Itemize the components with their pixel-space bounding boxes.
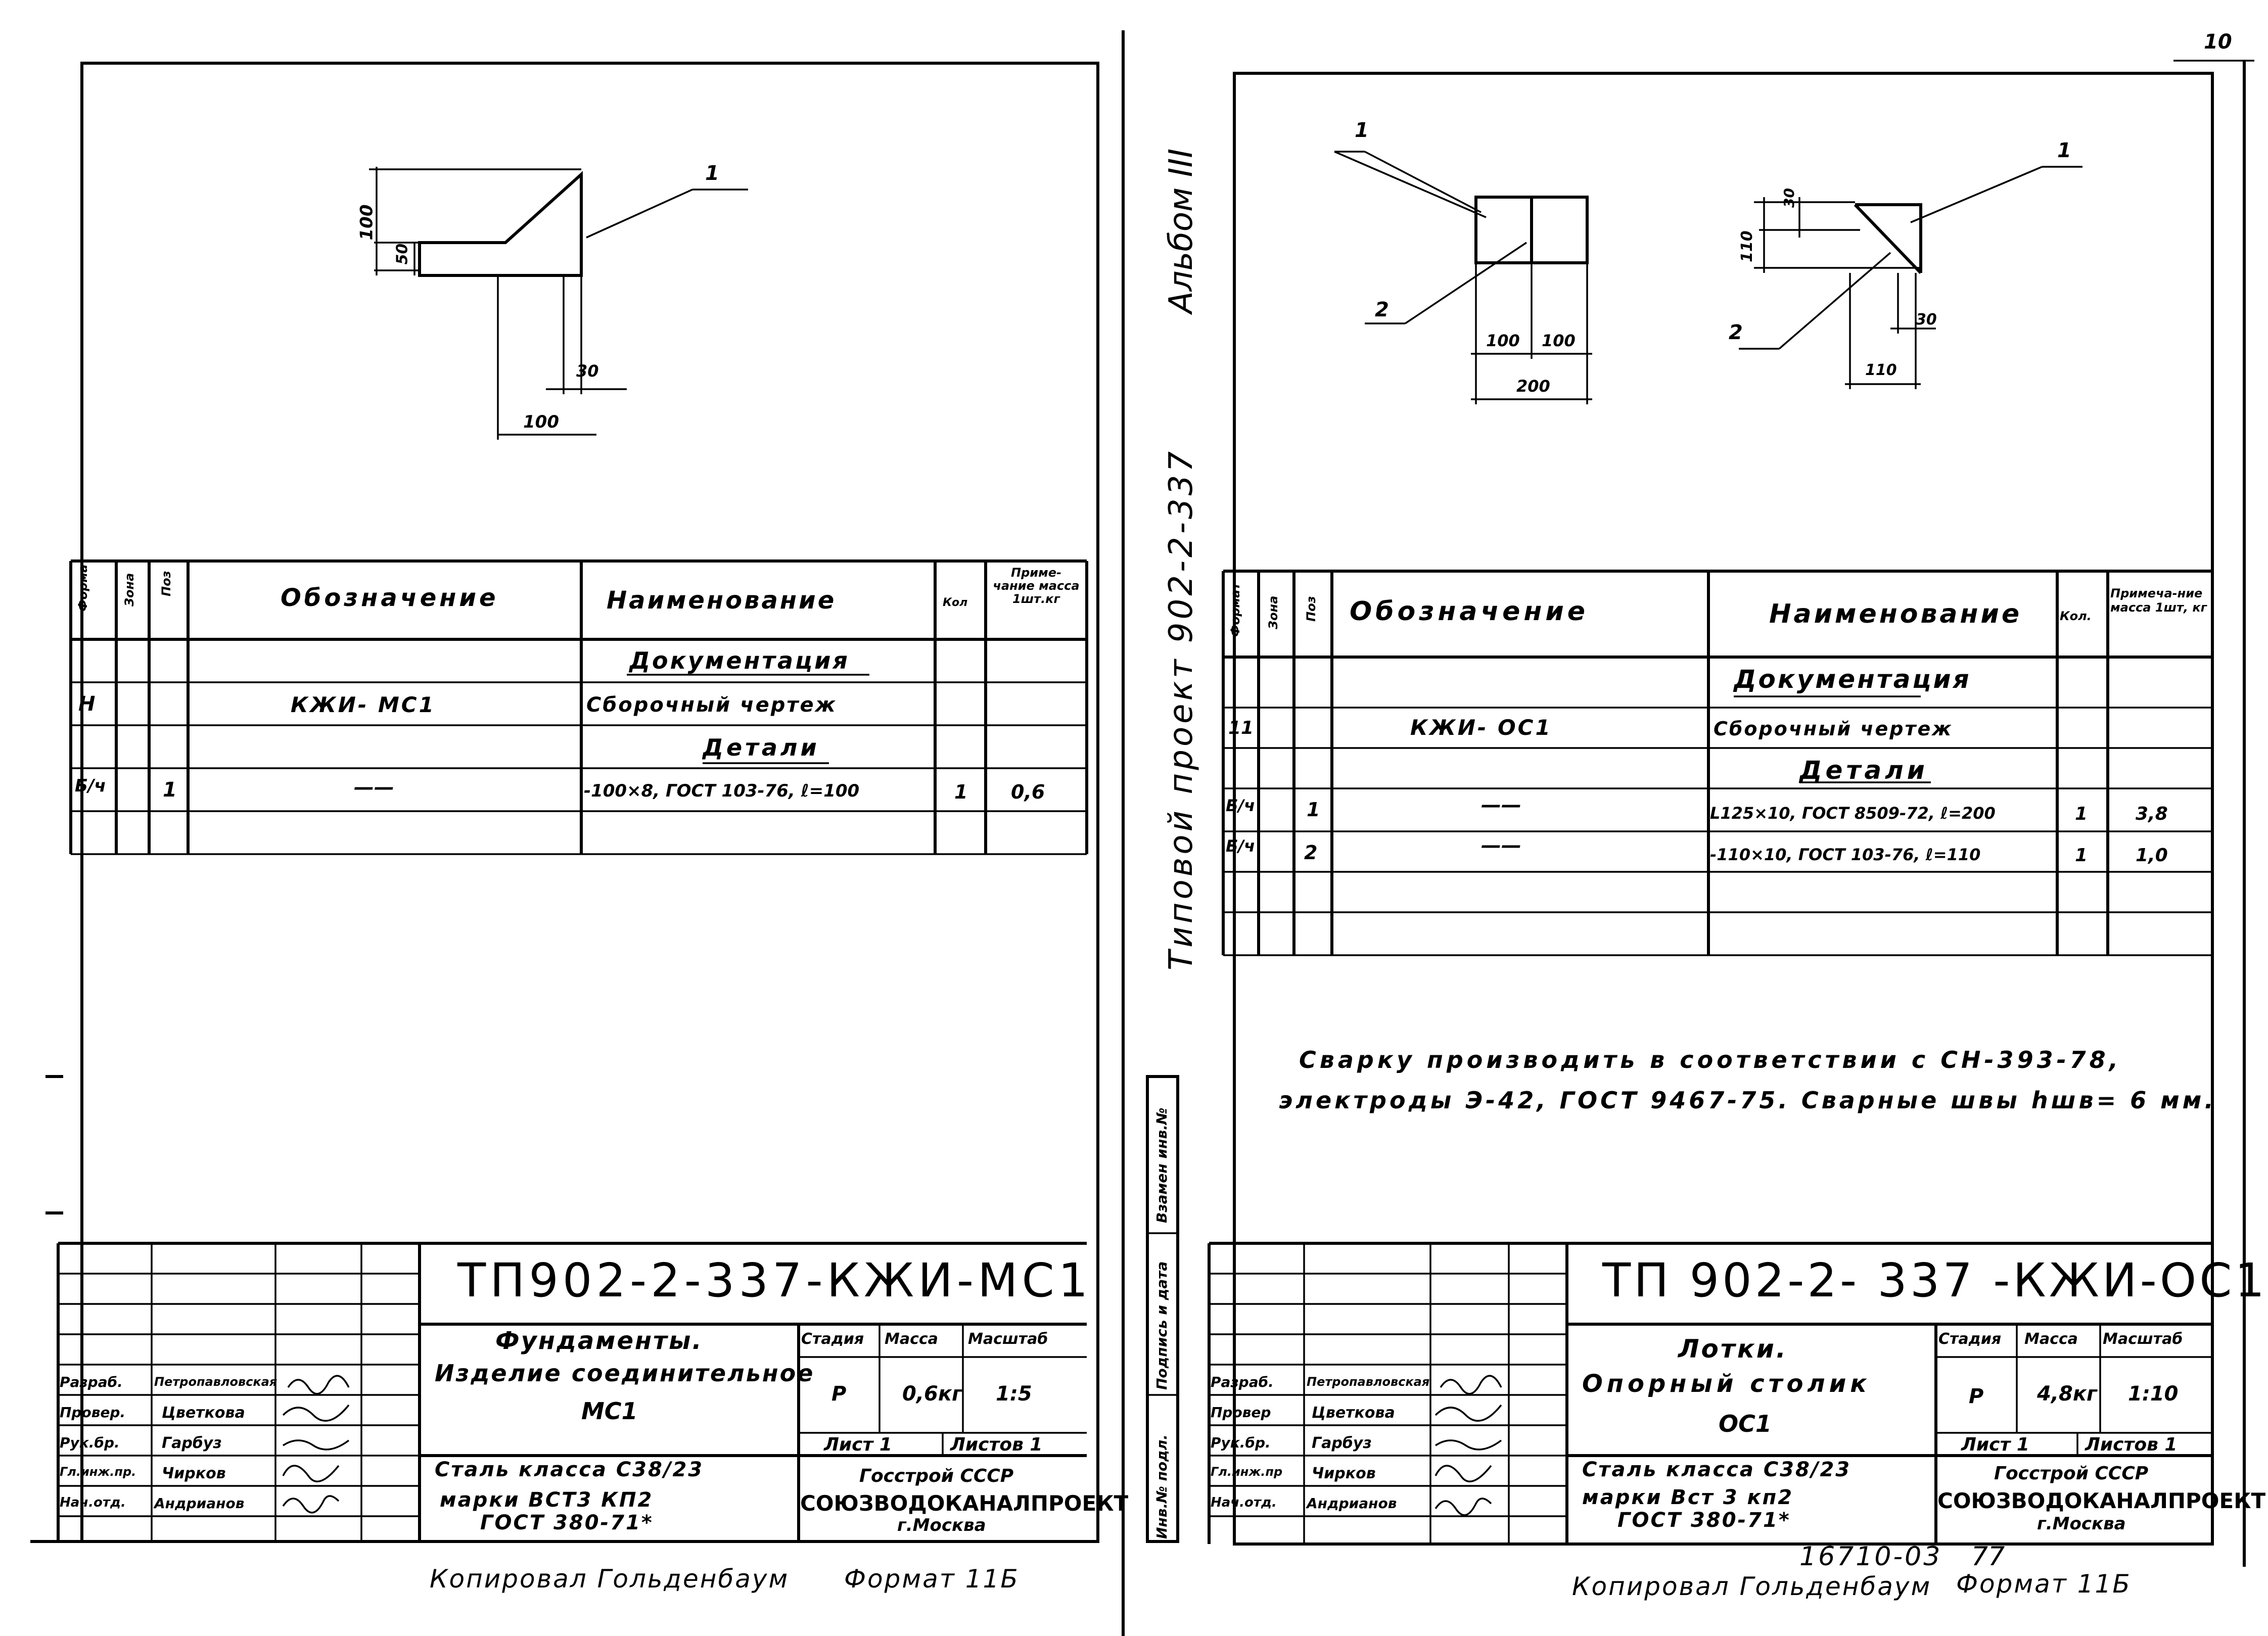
left-org3: г.Москва (897, 1515, 986, 1535)
left-person-3: Чирков (162, 1465, 226, 1482)
left-role-2: Рук.бр. (60, 1434, 120, 1451)
r-row-doc-format: 11 (1228, 718, 1254, 738)
welding-note-line2: электроды Э-42, ГОСТ 9467-75. Сварные швы hшв= 6 мм. (1279, 1087, 2216, 1114)
archive-number: 16710-03 (1799, 1541, 1942, 1572)
r-col-designation-header: Обозначение (1350, 596, 1589, 627)
dim-100-vertical: 100 (356, 204, 377, 241)
left-person-2: Гарбуз (162, 1434, 222, 1452)
row-doc-format: Н (78, 692, 96, 716)
left-role-0: Разраб. (60, 1374, 123, 1390)
r-row-part1-format: Б/ч (1226, 796, 1256, 815)
r-row-part1-name: L125×10, ГОСТ 8509-72, ℓ=200 (1710, 804, 1996, 823)
col-note-header: Приме-чание масса 1шт.кг (993, 566, 1080, 606)
right-scale: 1:10 (2128, 1382, 2179, 1406)
left-scale: 1:5 (996, 1382, 1032, 1406)
r-row-part1-designation: —— (1481, 793, 1521, 817)
right-pos1b: 1 (2057, 139, 2071, 162)
right-drawing-code: ТП 902-2- 337 -КЖИ-ОС1 (1602, 1253, 2268, 1307)
right-role-0: Разраб. (1211, 1374, 1274, 1390)
row-part-pos: 1 (163, 778, 177, 802)
r-col-note-header: Примеча-ние масса 1шт, кг (2110, 586, 2207, 615)
right-material1: Сталь класса С38/23 (1582, 1458, 1852, 1481)
r-row-part1-qty: 1 (2075, 804, 2088, 824)
right-stage: Р (1969, 1385, 1984, 1408)
r-col-format-header: Формат (1228, 582, 1242, 637)
left-plate-drawing (369, 167, 748, 440)
r-row-doc-designation: КЖИ- ОС1 (1410, 715, 1552, 740)
right-role-1: Провер (1211, 1404, 1271, 1421)
r-row-part2-qty: 1 (2075, 845, 2088, 866)
row-doc-name: Сборочный чертеж (586, 693, 837, 717)
archive-page: 77 (1971, 1541, 2005, 1572)
r-col-name-header: Наименование (1769, 599, 2022, 629)
section-documentation: Документация (629, 647, 850, 674)
right-title-line2: Опорный столик (1582, 1370, 1871, 1398)
row-doc-designation: КЖИ- МС1 (291, 692, 436, 717)
left-person-0: Петропавловская (154, 1375, 277, 1389)
right-org2: СОЮЗВОДОКАНАЛПРОЕКТ (1937, 1488, 2266, 1513)
dim-200: 200 (1516, 377, 1550, 396)
r-section-documentation: Документация (1734, 665, 1971, 694)
left-title-line2: Изделие соединительное (435, 1360, 815, 1387)
col-name-header: Наименование (607, 586, 837, 615)
position-marker: 1 (705, 162, 719, 185)
row-part-name: -100×8, ГОСТ 103-76, ℓ=100 (584, 781, 860, 801)
right-format: Формат 11Б (1956, 1569, 2132, 1599)
left-material2: марки ВСТ3 КП2 (440, 1488, 654, 1512)
dim-30-a: 30 (1780, 188, 1797, 208)
right-sheet-num: Лист 1 (1961, 1434, 2029, 1455)
row-part-mass: 0,6 (1011, 781, 1045, 803)
dim-30-b: 30 (1916, 311, 1937, 329)
left-org1: Госстрой СССР (859, 1466, 1014, 1486)
right-role-4: Нач.отд. (1211, 1495, 1277, 1510)
right-org1: Госстрой СССР (1994, 1463, 2149, 1484)
r-row-part2-format: Б/ч (1226, 836, 1256, 856)
r-row-part1-mass: 3,8 (2136, 804, 2168, 824)
welding-note-line1: Сварку производить в соответствии с СН-393-78, (1299, 1046, 2122, 1073)
r-col-zone-header: Зона (1266, 595, 1280, 629)
right-title-line3: ОС1 (1719, 1410, 1772, 1437)
right-role-2: Рук.бр. (1211, 1434, 1271, 1451)
dim-110-a: 110 (1738, 230, 1756, 262)
col-pos-header: Поз (159, 571, 173, 596)
right-pos1a: 1 (1355, 119, 1369, 142)
right-person-0: Петропавловская (1307, 1375, 1430, 1389)
col-qty-header: Кол (943, 596, 968, 609)
right-person-4: Андрианов (1307, 1495, 1397, 1512)
right-title-line1: Лотки. (1678, 1334, 1788, 1364)
col-designation-header: Обозначение (281, 584, 499, 612)
left-role-4: Нач.отд. (60, 1495, 126, 1510)
left-material1: Сталь класса С38/23 (435, 1458, 704, 1481)
r-row-part1-pos: 1 (1307, 799, 1320, 821)
section-parts: Детали (703, 734, 820, 761)
right-sheets-total: Листов 1 (2085, 1434, 2178, 1455)
right-spec-table-lines (1223, 571, 2212, 955)
right-person-3: Чирков (1312, 1465, 1376, 1482)
left-copied-by: Копировал Гольденбаум (430, 1564, 790, 1594)
right-mass-header: Масса (2024, 1330, 2078, 1348)
right-role-3: Гл.инж.пр (1211, 1465, 1283, 1479)
dim-30: 30 (576, 361, 599, 381)
dim-110-b: 110 (1865, 361, 1897, 379)
r-row-part2-designation: —— (1481, 834, 1521, 857)
left-role-1: Провер. (60, 1404, 126, 1421)
col-format-header: Формат (76, 557, 90, 612)
left-role-3: Гл.инж.пр. (60, 1465, 136, 1479)
left-mass-header: Масса (885, 1330, 938, 1348)
right-scale-header: Масштаб (2103, 1330, 2183, 1348)
r-col-qty-header: Кол. (2060, 609, 2092, 623)
album-label: Альбом III (1163, 148, 1200, 313)
r-col-pos-header: Поз (1304, 596, 1318, 622)
left-material3: ГОСТ 380-71* (480, 1511, 654, 1534)
right-mass: 4,8кг (2037, 1382, 2097, 1406)
left-person-4: Андрианов (154, 1495, 245, 1512)
right-material2: марки Вст 3 кп2 (1582, 1486, 1794, 1509)
right-person-2: Гарбуз (1312, 1434, 1372, 1452)
r-section-parts: Детали (1799, 756, 1928, 785)
dim-100-b: 100 (1542, 331, 1576, 350)
left-stage: Р (831, 1382, 847, 1406)
right-org3: г.Москва (2037, 1514, 2126, 1534)
right-pos2a: 2 (1375, 298, 1389, 321)
right-pos2b: 2 (1729, 321, 1743, 344)
r-row-doc-name: Сборочный чертеж (1714, 718, 1953, 740)
row-part-qty: 1 (954, 781, 968, 803)
page-corner-number: 10 (2204, 30, 2232, 54)
r-row-part2-name: -110×10, ГОСТ 103-76, ℓ=110 (1710, 845, 1981, 864)
stamp-replacing: Взамен инв.№ (1153, 1107, 1170, 1223)
left-title-line3: МС1 (581, 1397, 638, 1425)
right-material3: ГОСТ 380-71* (1617, 1509, 1791, 1532)
left-scale-header: Масштаб (968, 1330, 1048, 1348)
left-sheets-total: Листов 1 (950, 1434, 1043, 1455)
dim-50: 50 (393, 243, 411, 265)
col-zone-header: Зона (122, 573, 136, 606)
row-part-designation: —— (354, 776, 394, 799)
right-copied-by: Копировал Гольденбаум (1572, 1572, 1932, 1601)
r-row-part2-mass: 1,0 (2136, 845, 2168, 866)
stamp-inventory: Инв.№ подл. (1153, 1434, 1170, 1539)
project-label: Типовой проект 902-2-337 (1163, 448, 1200, 970)
right-stage-header: Стадия (1938, 1330, 2002, 1348)
left-stage-header: Стадия (801, 1330, 864, 1348)
left-spec-table-lines (71, 561, 1087, 854)
left-drawing-code: ТП902-2-337-КЖИ-МС1 (457, 1253, 1092, 1307)
right-person-1: Цветкова (1312, 1404, 1395, 1422)
left-org2: СОЮЗВОДОКАНАЛПРОЕКТ (800, 1491, 1129, 1516)
left-mass: 0,6кг (902, 1382, 962, 1406)
left-title-line1: Фундаменты. (495, 1327, 703, 1355)
row-part-format: Б/ч (75, 776, 106, 796)
left-format: Формат 11Б (844, 1564, 1020, 1594)
right-assembly-drawings (1334, 152, 2082, 404)
stamp-signature-date: Подпись и дата (1153, 1261, 1170, 1390)
dim-100-a: 100 (1486, 331, 1520, 350)
left-sheet-num: Лист 1 (824, 1434, 892, 1455)
left-person-1: Цветкова (162, 1404, 245, 1422)
dim-100-horizontal: 100 (523, 412, 559, 432)
r-row-part2-pos: 2 (1304, 842, 1318, 864)
